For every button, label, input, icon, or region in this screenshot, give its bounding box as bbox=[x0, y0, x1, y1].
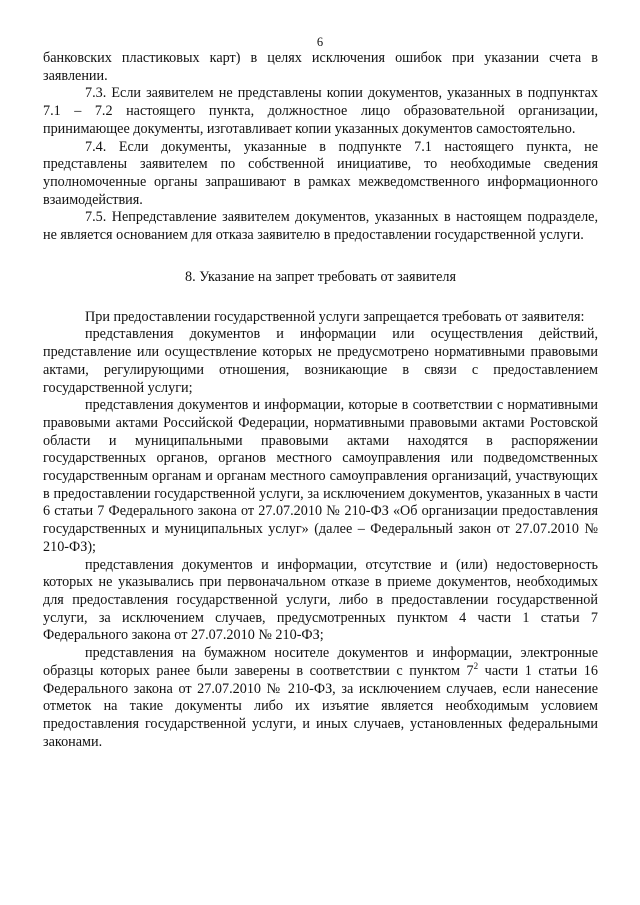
paragraph-continuation: банковских пластиковых карт) в целях исключения ошибок при указании счета в заявлении. bbox=[43, 50, 598, 84]
paragraph-7-4: 7.4. Если документы, указанные в подпункте 7.1 настоящего пункта, не представлены заявителем по собственной инициативе, то необходимые сведения уполномоченные органы запрашивают в рамках межведомственного информационного взаимодействия. bbox=[43, 138, 598, 208]
paragraph-item-1: представления документов и информации или осуществления действий, представление или осуществление которых не предусмотрено нормативными правовыми актами, регулирующими отношения, возникающие в связи с предоставлением государственной услуги; bbox=[43, 326, 598, 396]
document-body bbox=[43, 50, 598, 751]
paragraph-item-3: представления документов и информации, отсутствие и (или) недостоверность которых не указывались при первоначальном отказе в приеме документов, необходимых для предоставления государственной услуги, либо в предоставлении государственной услуги, за исключением случаев, предусмотренных пунктом 4 части 1 статьи 7 Федерального закона от 27.07.2010 № 210-ФЗ; bbox=[43, 556, 598, 644]
paragraph-item-4-before: представления на бумажном носителе документов и информации, электронные образцы которых ранее были заверены в соответствии с пунктом 7 bbox=[43, 645, 598, 679]
paragraph-intro: При предоставлении государственной услуги запрещается требовать от заявителя: bbox=[85, 308, 585, 325]
paragraph-item-4 bbox=[43, 645, 598, 751]
paragraph-item-2: представления документов и информации, которые в соответствии с нормативными правовыми актами Российской Федерации, нормативными правовыми актами Ростовской области и муниципальными правовыми актами находятся в распоряжении государственных органов, органов местного самоуправления или подведомственных государственным органам и органам местного самоуправления организаций, участвующих в предоставлении государственной услуги, за исключением документов, указанных в части 6 статьи 7 Федерального закона от 27.07.2010 № 210-ФЗ «Об организации предоставления государственных и муниципальных услуг» (далее – Федеральный закон от 27.07.2010 № 210-ФЗ); bbox=[43, 397, 598, 555]
paragraph-item-4-after: части 1 статьи 16 Федерального закона от 27.07.2010 № 210-ФЗ, за исключением случаев, если нанесение отметок на такие документы либо их изъятие является необходимым условием предоставления государственной услуги, и иных случаев, установленных федеральными законами. bbox=[43, 662, 598, 750]
page-number: 6 bbox=[316, 35, 324, 49]
paragraph-7-5: 7.5. Непредставление заявителем документов, указанных в настоящем подразделе, не является основанием для отказа заявителю в предоставлении государственной услуги. bbox=[43, 209, 598, 244]
paragraph-7-3: 7.3. Если заявителем не представлены копии документов, указанных в подпунктах 7.1 – 7.2 настоящего пункта, должностное лицо образовательной организации, принимающее документы, изготавливает копии указанных документов самостоятельно. bbox=[43, 85, 598, 137]
superscript: 2 bbox=[473, 660, 479, 671]
section-heading: 8. Указание на запрет требовать от заявителя bbox=[185, 268, 456, 285]
